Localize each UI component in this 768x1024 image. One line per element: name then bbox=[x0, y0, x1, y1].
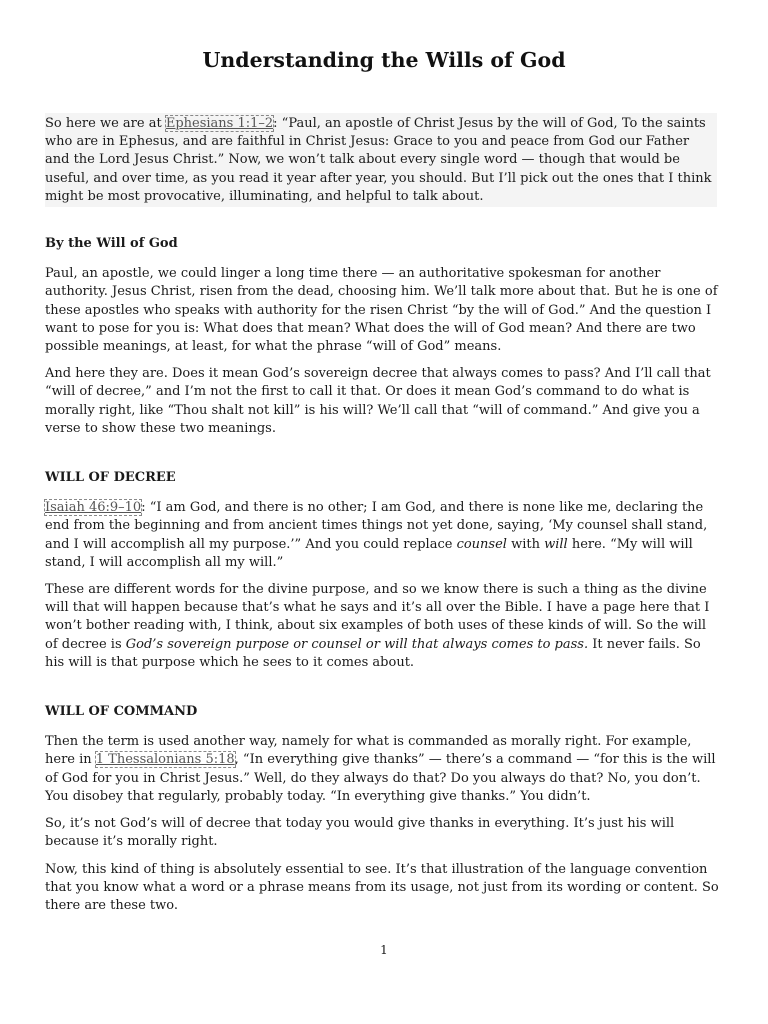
section2-p1-text-b: with bbox=[506, 536, 545, 552]
section3-paragraph-3: Now, this kind of thing is absolutely essential to see. It’s that illustration of the language convention that you know what a word or a phrase means from its usage, not just from its wording or content. So there are these two. bbox=[45, 861, 719, 913]
intro-text-post: : “Paul, an apostle of Christ Jesus by the will of God, To the saints who are in Ephesus, and are faithful in Christ Jesus: Grace to you and peace from God our Father and the Lord Jesus Christ.” Now, we won’t talk about every single word — though that would be useful, and over time, as you read it year after year, you should. But I’ll pick out the ones that I think might be most provocative, illuminating, and helpful to talk about. bbox=[45, 116, 712, 204]
scripture-link-thessalonians[interactable]: 1 Thessalonians 5:18 bbox=[95, 752, 235, 768]
section3-p1-text-b: , “In everything give thanks” — there’s a command — “for this is the will of God for you in Christ Jesus.” Well, do they always do that? Do you always do that? No, you don’t. You disobey that regularly, probably today. “In everything give thanks.” You didn’t. bbox=[45, 752, 716, 804]
section-heading-will-of-command: WILL OF COMMAND bbox=[45, 704, 198, 720]
section1-paragraph-1: Paul, an apostle, we could linger a long time there — an authoritative spokesman for another authority. Jesus Christ, risen from the dead, choosing him. We’ll talk more about that. But he is one of these apostles who speaks with authority for the risen Christ “by the will of God.” And the question I want to pose for you is: What does that mean? What does the will of God mean? And there are two possible meanings, at least, for what the phrase “will of God” means. bbox=[45, 266, 718, 355]
section2-p1-emphasis-counsel: counsel bbox=[456, 536, 507, 552]
section3-p1-text-a: Then the term is used another way, namely for what is commanded as morally right. For example, here in bbox=[45, 734, 692, 768]
section2-paragraph-2 bbox=[45, 581, 720, 672]
section3-paragraph-1 bbox=[45, 733, 720, 806]
section-heading-by-the-will-of-god: By the Will of God bbox=[45, 236, 178, 252]
section2-p2-text-a: These are different words for the divine purpose, and so we know there is such a thing as the divine will that will happen because that’s what he says and it’s all over the Bible. I have a page here that I won’t bother reading with, I think, about six examples of both uses of these kinds of will. So the will of decree is bbox=[45, 582, 710, 652]
section3-paragraph-2: So, it’s not God’s will of decree that today you would give thanks in everything. It’s just his will because it’s morally right. bbox=[45, 816, 675, 850]
page-number: 1 bbox=[380, 943, 388, 957]
section2-p2-text-b: It never fails. So his will is that purpose which he sees to it comes about. bbox=[45, 636, 701, 670]
section2-p1-emphasis-will: will bbox=[544, 536, 568, 552]
intro-paragraph bbox=[45, 113, 717, 207]
scripture-link-ephesians[interactable]: Ephesians 1:1–2 bbox=[165, 116, 274, 131]
document-title: Understanding the Wills of God bbox=[202, 48, 566, 72]
section2-p1-text-c: here. “My will will stand, I will accomplish all my will.” bbox=[45, 536, 693, 570]
intro-text-pre: So here we are at bbox=[45, 116, 166, 131]
section1-paragraph-2: And here they are. Does it mean God’s sovereign decree that always comes to pass? And I’ll call that “will of decree,” and I’m not the first to call it that. Or does it mean God’s command to do what is morally right, like “Thou shalt not kill” is his will? We’ll call that “will of command.” And give you a verse to show these two meanings. bbox=[45, 366, 711, 436]
document-body bbox=[45, 113, 720, 924]
section2-paragraph-1 bbox=[45, 499, 720, 572]
scripture-link-isaiah[interactable]: Isaiah 46:9–10 bbox=[45, 500, 142, 516]
section2-p2-definition: God’s sovereign purpose or counsel or will that always comes to pass. bbox=[125, 636, 589, 652]
section2-p1-text-a: : “I am God, and there is no other; I am God, and there is none like me, declaring the end from the beginning and from ancient times things not yet done, saying, ‘My counsel shall stand, and I will accomplish all my purpose.’” And you could replace bbox=[45, 500, 708, 552]
section-heading-will-of-decree: WILL OF DECREE bbox=[45, 470, 176, 486]
